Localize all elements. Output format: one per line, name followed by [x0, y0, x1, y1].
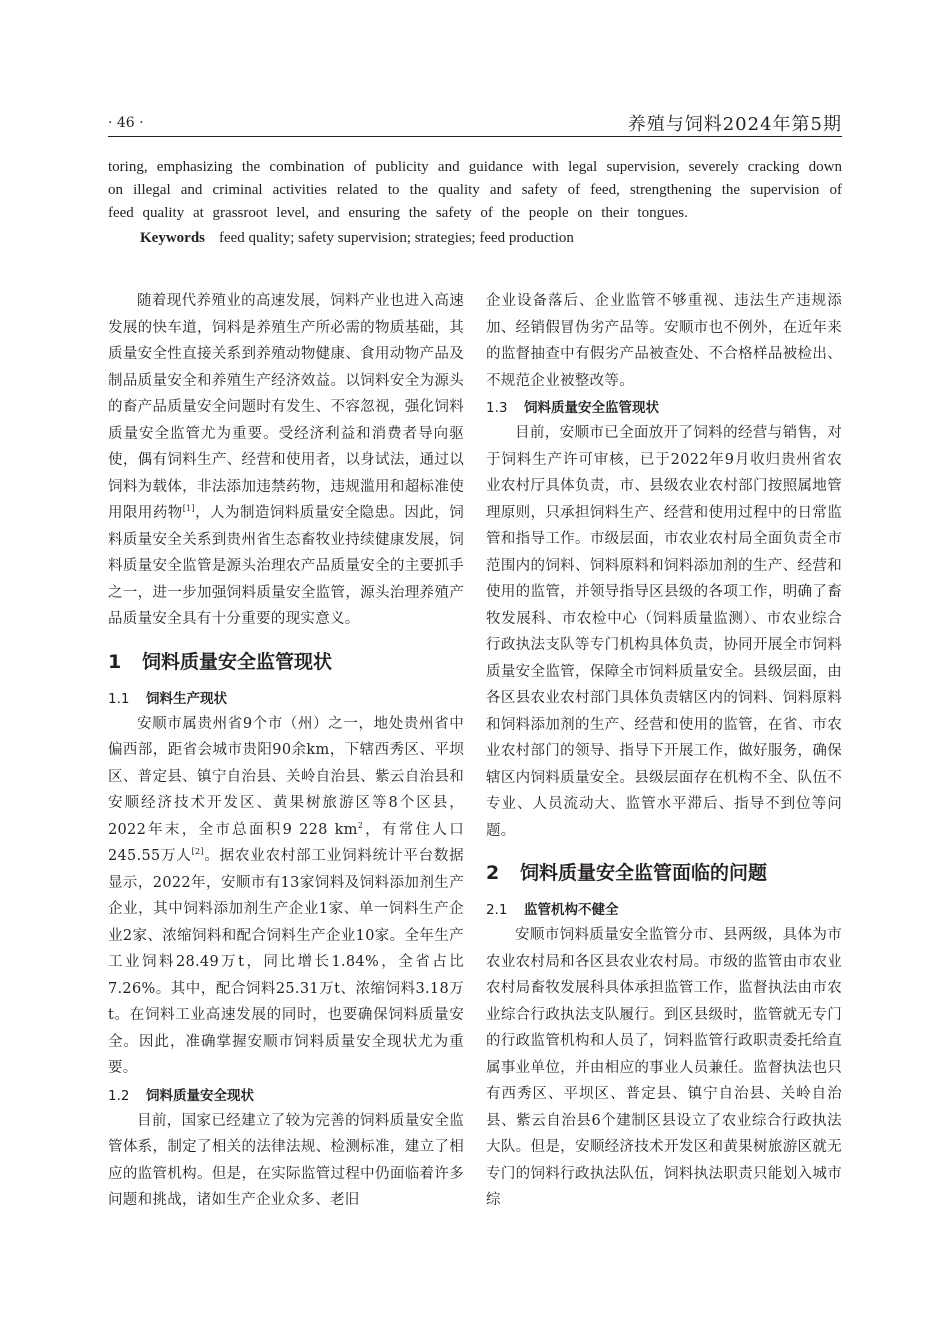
keywords-line — [140, 228, 840, 248]
journal-issue: 养殖与饲料2024年第5期 — [627, 114, 842, 135]
section-2-1-heading: 2.1 监管机构不健全 — [486, 902, 619, 918]
english-abstract-tail: toring, emphasizing the combination of publicity and guidance with legal supervision, severely cracking down on illegal and criminal activities related to the quality and safety of feed, strengthening the supervision of feed quality at grassroot level, and ensuring the safety of the people on their tongues. — [108, 159, 842, 221]
section-1-3-paragraph: 目前，安顺市已全面放开了饲料的经营与销售，对于饲料生产许可审核，已于2022年9月收归贵州省农业农村厅具体负责，市、县级农业农村部门按照属地管理原则，只承担饲料生产、经营和使用过程中的日常监管和指导工作。市级层面，市农业农村局全面负责全市范围内的饲料、饲料原料和饲料添加剂的生产、经营和使用的监管，并领导指导区县级的各项工作，明确了畜牧发展科、市农检中心（饲料质量监测）、市农业综合行政执法支队等专门机构具体负责，协同开展全市饲料质量安全监管，保障全市饲料质量安全。县级层面，由各区县农业农村部门具体负责辖区内的饲料、饲料原料和饲料添加剂的生产、经营和使用的监管，在省、市农业农村部门的领导、指导下开展工作，做好服务，确保辖区内饲料质量安全。县级层面存在机构不全、队伍不专业、人员流动大、监管水平滞后、指导不到位等问题。 — [486, 425, 842, 839]
section-2-1-paragraph: 安顺市饲料质量安全监管分市、县两级，具体为市农业农村局和各区县农业农村局。市级的监管由市农业农村局畜牧发展科具体承担监管工作，监督执法由市农业综合行政执法支队履行。到区县级时，监管就无专门的行政监管机构和人员了，饲料监管行政职责委托给直属事业单位，并由相应的事业人员兼任。监督执法也只有西秀区、平坝区、普定县、镇宁自治县、关岭自治县、紫云自治县6个建制区县设立了农业综合行政执法大队。但是，安顺经济技术开发区和黄果树旅游区就无专门的饲料行政执法队伍，饲料执法职责只能划入城市综 — [486, 927, 842, 1208]
page-number: · 46 · — [108, 115, 144, 131]
section-1-1-paragraph: 安顺市属贵州省9个市（州）之一，地处贵州省中偏西部，距省会城市贵阳90余km，下辖西秀区、平坝区、普定县、镇宁自治县、关岭自治县、紫云自治县和安顺经济技术开发区、黄果树旅游区等8个区县，2022年末，全市总面积9 228 $km^2$，有常住人口245.55万人[2]。据农业农村部工业饲料统计平台数据显示，2022年，安顺市有13家饲料及饲料添加剂生产企业，其中饲料添加剂生产企业1家、单一饲料生产企业2家、浓缩饲料和配合饲料生产企业10家。全年生产工业饲料28.49万t，同比增长1.84%，全省占比7.26%。其中，配合饲料25.31万t、浓缩饲料3.18万t。在饲料工业高速发展的同时，也要确保饲料质量安全。因此，准确掌握安顺市饲料质量安全现状尤为重要。 — [108, 715, 464, 1076]
section-1-2-paragraph: 目前，国家已经建立了较为完善的饲料质量安全监管体系，制定了相关的法律法规、检测标准，建立了相应的监管机构。但是，在实际监管过程中仍面临着许多问题和挑战，诸如生产企业众多、老旧 — [108, 1112, 464, 1208]
intro-paragraph: 随着现代养殖业的高速发展，饲料产业也进入高速发展的快车道，饲料是养殖生产所必需的物质基础，其质量安全性直接关系到养殖动物健康、食用动物产品及制品质量安全和养殖生产经济效益。以饲料安全为源头的畜产品质量安全问题时有发生、不容忽视，强化饲料质量安全监管尤为重要。受经济利益和消费者导向驱使，偶有饲料生产、经营和使用者，以身试法，通过以饲料为载体，非法添加违禁药物，违规滥用和超标准使用限用药物[1]，人为制造饲料质量安全隐患。因此，饲料质量安全关系到贵州省生态畜牧业持续健康发展，饲料质量安全监管是源头治理农产品质量安全的主要抓手之一，进一步加强饲料质量安全监管，源头治理养殖产品质量安全具有十分重要的现实意义。 — [108, 293, 464, 627]
citation-2: [2] — [191, 847, 204, 857]
section-1-1-heading: 1.1 饲料生产现状 — [108, 690, 227, 707]
section-2-heading: 2 饲料质量安全监管面临的问题 — [486, 862, 768, 884]
left-column — [108, 288, 464, 1214]
section-1-heading: 1 饲料质量安全监管现状 — [108, 650, 333, 673]
citation-1: [1] — [182, 504, 195, 514]
section-1-2-paragraph-continued: 企业设备落后、企业监管不够重视、违法生产违规添加、经销假冒伪劣产品等。安顺市也不例外，在近年来的监督抽查中有假劣产品被查处、不合格样品被检出、不规范企业被整改等。 — [486, 293, 842, 389]
right-column — [486, 288, 842, 1214]
section-1-3-heading: 1.3 饲料质量安全监管现状 — [486, 400, 659, 416]
keywords-text: feed quality; safety supervision; strategies; feed production — [219, 230, 574, 246]
keywords-label: Keywords — [140, 230, 205, 246]
section-1-2-heading: 1.2 饲料质量安全现状 — [108, 1087, 254, 1104]
page-header — [108, 106, 842, 137]
